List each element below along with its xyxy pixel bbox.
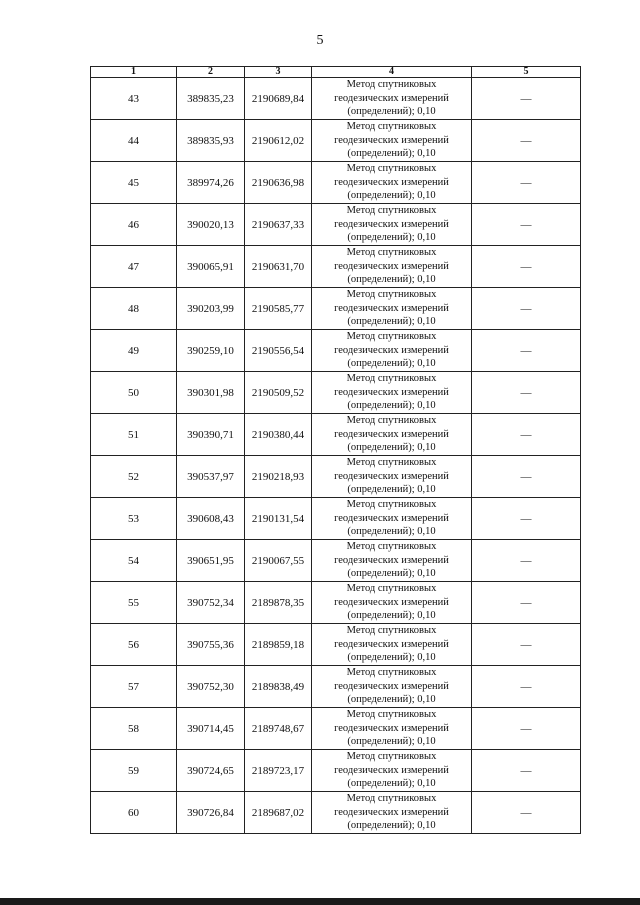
y-coordinate-cell: 2190556,54	[245, 330, 312, 372]
point-number-cell: 51	[91, 414, 177, 456]
point-number-cell: 44	[91, 120, 177, 162]
page-number: 5	[316, 33, 324, 48]
method-cell: Метод спутниковых геодезических измерений (определений); 0,10	[312, 582, 472, 624]
table-row	[91, 120, 581, 162]
y-coordinate-cell: 2190218,93	[245, 456, 312, 498]
y-coordinate-cell: 2190067,55	[245, 540, 312, 582]
point-number-cell: 55	[91, 582, 177, 624]
y-coordinate-cell: 2189878,35	[245, 582, 312, 624]
x-coordinate-cell: 390203,99	[177, 288, 245, 330]
note-cell: —	[472, 372, 581, 414]
point-number-cell: 58	[91, 708, 177, 750]
table-body	[91, 78, 581, 834]
note-cell: —	[472, 624, 581, 666]
method-cell: Метод спутниковых геодезических измерений (определений); 0,10	[312, 540, 472, 582]
table-row	[91, 330, 581, 372]
x-coordinate-cell: 390537,97	[177, 456, 245, 498]
method-cell: Метод спутниковых геодезических измерений (определений); 0,10	[312, 666, 472, 708]
table-row	[91, 582, 581, 624]
note-cell: —	[472, 708, 581, 750]
method-cell: Метод спутниковых геодезических измерений (определений); 0,10	[312, 120, 472, 162]
x-coordinate-cell: 390752,30	[177, 666, 245, 708]
method-cell: Метод спутниковых геодезических измерений (определений); 0,10	[312, 708, 472, 750]
note-cell: —	[472, 204, 581, 246]
point-number-cell: 53	[91, 498, 177, 540]
method-cell: Метод спутниковых геодезических измерений (определений); 0,10	[312, 750, 472, 792]
table-row	[91, 246, 581, 288]
note-cell: —	[472, 78, 581, 120]
point-number-cell: 52	[91, 456, 177, 498]
x-coordinate-cell: 390726,84	[177, 792, 245, 834]
note-cell: —	[472, 246, 581, 288]
x-coordinate-cell: 390651,95	[177, 540, 245, 582]
note-cell: —	[472, 582, 581, 624]
y-coordinate-cell: 2189687,02	[245, 792, 312, 834]
table-row	[91, 414, 581, 456]
y-coordinate-cell: 2190636,98	[245, 162, 312, 204]
column-header-2: 2	[177, 67, 245, 78]
column-header-4: 4	[312, 67, 472, 78]
x-coordinate-cell: 390714,45	[177, 708, 245, 750]
point-number-cell: 54	[91, 540, 177, 582]
point-number-cell: 60	[91, 792, 177, 834]
method-cell: Метод спутниковых геодезических измерений (определений); 0,10	[312, 624, 472, 666]
y-coordinate-cell: 2189838,49	[245, 666, 312, 708]
table-row	[91, 792, 581, 834]
y-coordinate-cell: 2189723,17	[245, 750, 312, 792]
method-cell: Метод спутниковых геодезических измерений (определений); 0,10	[312, 792, 472, 834]
x-coordinate-cell: 390301,98	[177, 372, 245, 414]
x-coordinate-cell: 390755,36	[177, 624, 245, 666]
point-number-cell: 48	[91, 288, 177, 330]
x-coordinate-cell: 389835,23	[177, 78, 245, 120]
scan-bottom-edge	[0, 898, 640, 905]
note-cell: —	[472, 792, 581, 834]
table-row	[91, 624, 581, 666]
method-cell: Метод спутниковых геодезических измерений (определений); 0,10	[312, 162, 472, 204]
y-coordinate-cell: 2190131,54	[245, 498, 312, 540]
y-coordinate-cell: 2189748,67	[245, 708, 312, 750]
table-header-row	[91, 67, 581, 78]
note-cell: —	[472, 498, 581, 540]
point-number-cell: 49	[91, 330, 177, 372]
point-number-cell: 56	[91, 624, 177, 666]
coordinates-table	[90, 66, 581, 834]
y-coordinate-cell: 2189859,18	[245, 624, 312, 666]
x-coordinate-cell: 389974,26	[177, 162, 245, 204]
point-number-cell: 57	[91, 666, 177, 708]
y-coordinate-cell: 2190612,02	[245, 120, 312, 162]
table-row	[91, 750, 581, 792]
table-row	[91, 372, 581, 414]
method-cell: Метод спутниковых геодезических измерений (определений); 0,10	[312, 204, 472, 246]
table-row	[91, 498, 581, 540]
method-cell: Метод спутниковых геодезических измерений (определений); 0,10	[312, 456, 472, 498]
note-cell: —	[472, 162, 581, 204]
point-number-cell: 50	[91, 372, 177, 414]
x-coordinate-cell: 390020,13	[177, 204, 245, 246]
note-cell: —	[472, 120, 581, 162]
table-row	[91, 708, 581, 750]
x-coordinate-cell: 390724,65	[177, 750, 245, 792]
table-row	[91, 204, 581, 246]
note-cell: —	[472, 456, 581, 498]
column-header-1: 1	[91, 67, 177, 78]
column-header-3: 3	[245, 67, 312, 78]
x-coordinate-cell: 390752,34	[177, 582, 245, 624]
method-cell: Метод спутниковых геодезических измерений (определений); 0,10	[312, 78, 472, 120]
y-coordinate-cell: 2190689,84	[245, 78, 312, 120]
y-coordinate-cell: 2190509,52	[245, 372, 312, 414]
x-coordinate-cell: 390390,71	[177, 414, 245, 456]
y-coordinate-cell: 2190637,33	[245, 204, 312, 246]
method-cell: Метод спутниковых геодезических измерений (определений); 0,10	[312, 498, 472, 540]
table-row	[91, 456, 581, 498]
method-cell: Метод спутниковых геодезических измерений (определений); 0,10	[312, 372, 472, 414]
note-cell: —	[472, 540, 581, 582]
y-coordinate-cell: 2190585,77	[245, 288, 312, 330]
method-cell: Метод спутниковых геодезических измерений (определений); 0,10	[312, 330, 472, 372]
y-coordinate-cell: 2190631,70	[245, 246, 312, 288]
x-coordinate-cell: 390259,10	[177, 330, 245, 372]
method-cell: Метод спутниковых геодезических измерений (определений); 0,10	[312, 288, 472, 330]
note-cell: —	[472, 414, 581, 456]
x-coordinate-cell: 389835,93	[177, 120, 245, 162]
method-cell: Метод спутниковых геодезических измерений (определений); 0,10	[312, 246, 472, 288]
point-number-cell: 47	[91, 246, 177, 288]
point-number-cell: 46	[91, 204, 177, 246]
point-number-cell: 43	[91, 78, 177, 120]
note-cell: —	[472, 666, 581, 708]
table-row	[91, 162, 581, 204]
y-coordinate-cell: 2190380,44	[245, 414, 312, 456]
point-number-cell: 59	[91, 750, 177, 792]
table-row	[91, 666, 581, 708]
note-cell: —	[472, 288, 581, 330]
method-cell: Метод спутниковых геодезических измерений (определений); 0,10	[312, 414, 472, 456]
note-cell: —	[472, 330, 581, 372]
x-coordinate-cell: 390065,91	[177, 246, 245, 288]
table-row	[91, 288, 581, 330]
x-coordinate-cell: 390608,43	[177, 498, 245, 540]
column-header-5: 5	[472, 67, 581, 78]
point-number-cell: 45	[91, 162, 177, 204]
table-row	[91, 540, 581, 582]
table-row	[91, 78, 581, 120]
note-cell: —	[472, 750, 581, 792]
